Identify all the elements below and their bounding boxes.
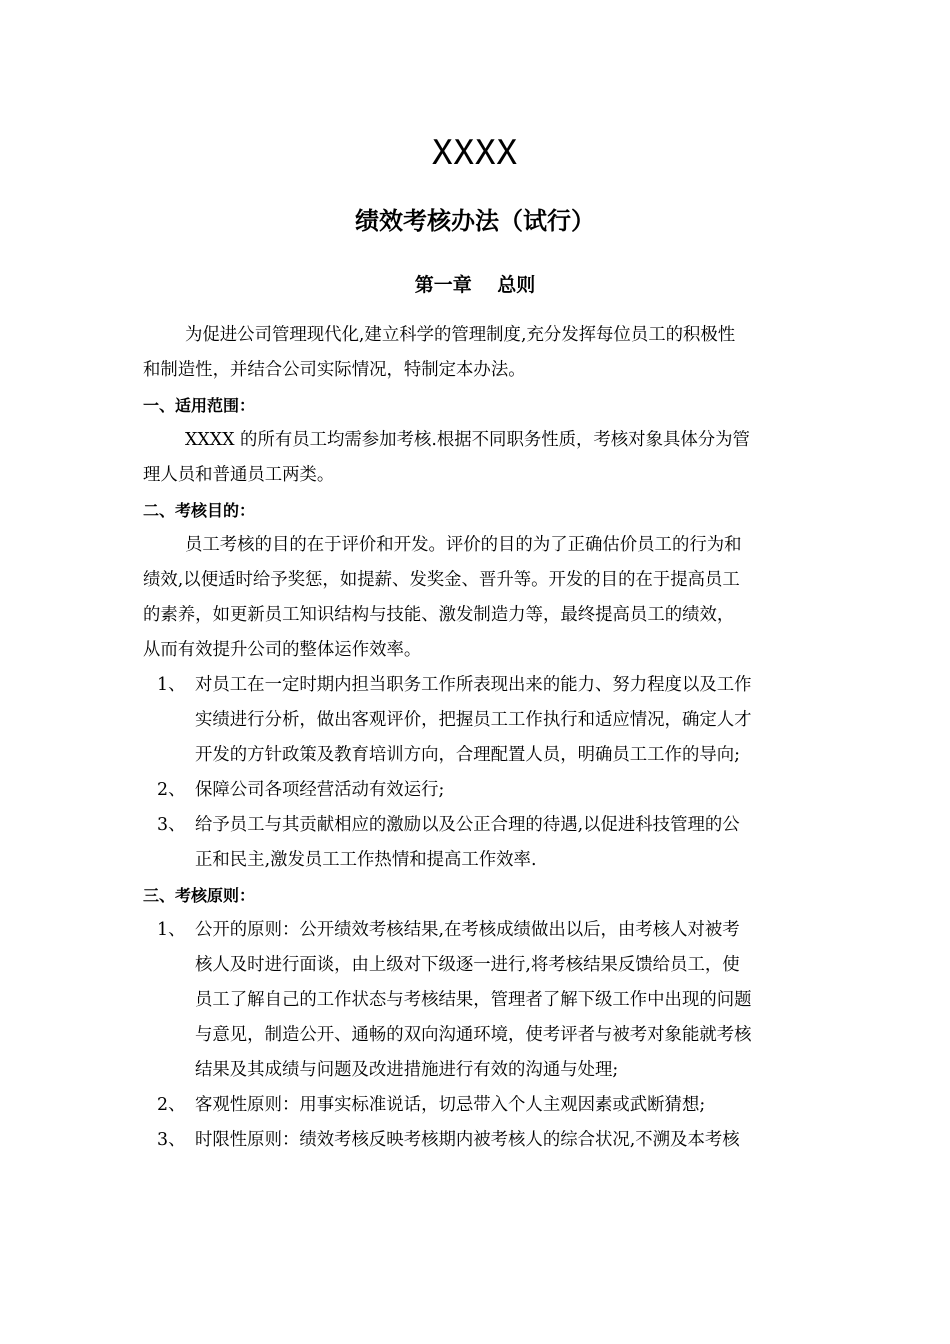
paragraph-line: XXXX 的所有员工均需参加考核.根据不同职务性质，考核对象具体分为管	[185, 430, 750, 450]
list-item-number: 3、	[157, 815, 186, 835]
paragraph-line: 的素养，如更新员工知识结构与技能、激发制造力等，最终提高员工的绩效，	[143, 605, 735, 625]
list-item	[143, 668, 813, 773]
purpose-paragraph	[143, 528, 813, 668]
document-title: XXXX	[432, 133, 518, 173]
list-item-line: 时限性原则：绩效考核反映考核期内被考核人的综合状况,不溯及本考核	[195, 1130, 740, 1150]
list-item-text	[195, 913, 813, 1088]
list-item-text	[195, 808, 813, 878]
paragraph-line: 和制造性，并结合公司实际情况，特制定本办法。	[143, 360, 526, 380]
paragraph-line: 为促进公司管理现代化,建立科学的管理制度,充分发挥每位员工的积极性	[185, 325, 736, 345]
intro-paragraph	[143, 318, 813, 388]
list-item-line: 正和民主,激发员工工作热情和提高工作效率.	[195, 850, 537, 870]
list-item	[143, 913, 813, 1088]
list-item-line: 员工了解自己的工作状态与考核结果，管理者了解下级工作中出现的问题	[195, 990, 752, 1010]
list-item-line: 保障公司各项经营活动有效运行;	[195, 780, 445, 800]
list-item-line: 核人及时进行面谈，由上级对下级逐一进行,将考核结果反馈给员工，使	[195, 955, 740, 975]
paragraph-line: 理人员和普通员工两类。	[143, 465, 335, 485]
list-item-line: 实绩进行分析，做出客观评价，把握员工工作执行和适应情况，确定人才	[195, 710, 752, 730]
paragraph-line: 绩效,以便适时给予奖惩，如提薪、发奖金、晋升等。开发的目的在于提高员工	[143, 570, 740, 590]
list-item-number: 2、	[157, 1095, 186, 1115]
list-item	[143, 1088, 813, 1123]
list-item	[143, 1123, 813, 1158]
list-item-line: 与意见，制造公开、通畅的双向沟通环境，使考评者与被考对象能就考核	[195, 1025, 752, 1045]
list-item-text	[195, 668, 813, 773]
section-heading-principles: 三、考核原则：	[143, 886, 256, 905]
list-item-text	[195, 1123, 813, 1158]
list-item-text	[195, 1088, 813, 1123]
list-item-line: 客观性原则：用事实标准说话，切忌带入个人主观因素或武断猜想;	[195, 1095, 706, 1115]
chapter-heading: 第一章 总则	[414, 274, 536, 296]
document-subtitle: 绩效考核办法（试行）	[355, 207, 595, 235]
list-item-line: 给予员工与其贡献相应的激励以及公正合理的待遇,以促进科技管理的公	[195, 815, 740, 835]
list-item	[143, 808, 813, 878]
list-item-line: 公开的原则：公开绩效考核结果,在考核成绩做出以后，由考核人对被考	[195, 920, 740, 940]
list-item-number: 1、	[157, 920, 186, 940]
document-body	[143, 318, 813, 1158]
paragraph-line: 从而有效提升公司的整体运作效率。	[143, 640, 422, 660]
scope-paragraph	[143, 423, 813, 493]
list-item	[143, 773, 813, 808]
paragraph-line: 员工考核的目的在于评价和开发。评价的目的为了正确估价员工的行为和	[185, 535, 742, 555]
section-heading-purpose: 二、考核目的：	[143, 501, 256, 520]
list-item-number: 2、	[157, 780, 186, 800]
list-item-line: 结果及其成绩与问题及改进措施进行有效的沟通与处理;	[195, 1060, 619, 1080]
list-item-number: 1、	[157, 675, 186, 695]
list-item-line: 对员工在一定时期内担当职务工作所表现出来的能力、努力程度以及工作	[195, 675, 752, 695]
section-heading-scope: 一、适用范围：	[143, 396, 256, 415]
list-item-number: 3、	[157, 1130, 186, 1150]
list-item-line: 开发的方针政策及教育培训方向，合理配置人员，明确员工工作的导向;	[195, 745, 740, 765]
list-item-text	[195, 773, 813, 808]
